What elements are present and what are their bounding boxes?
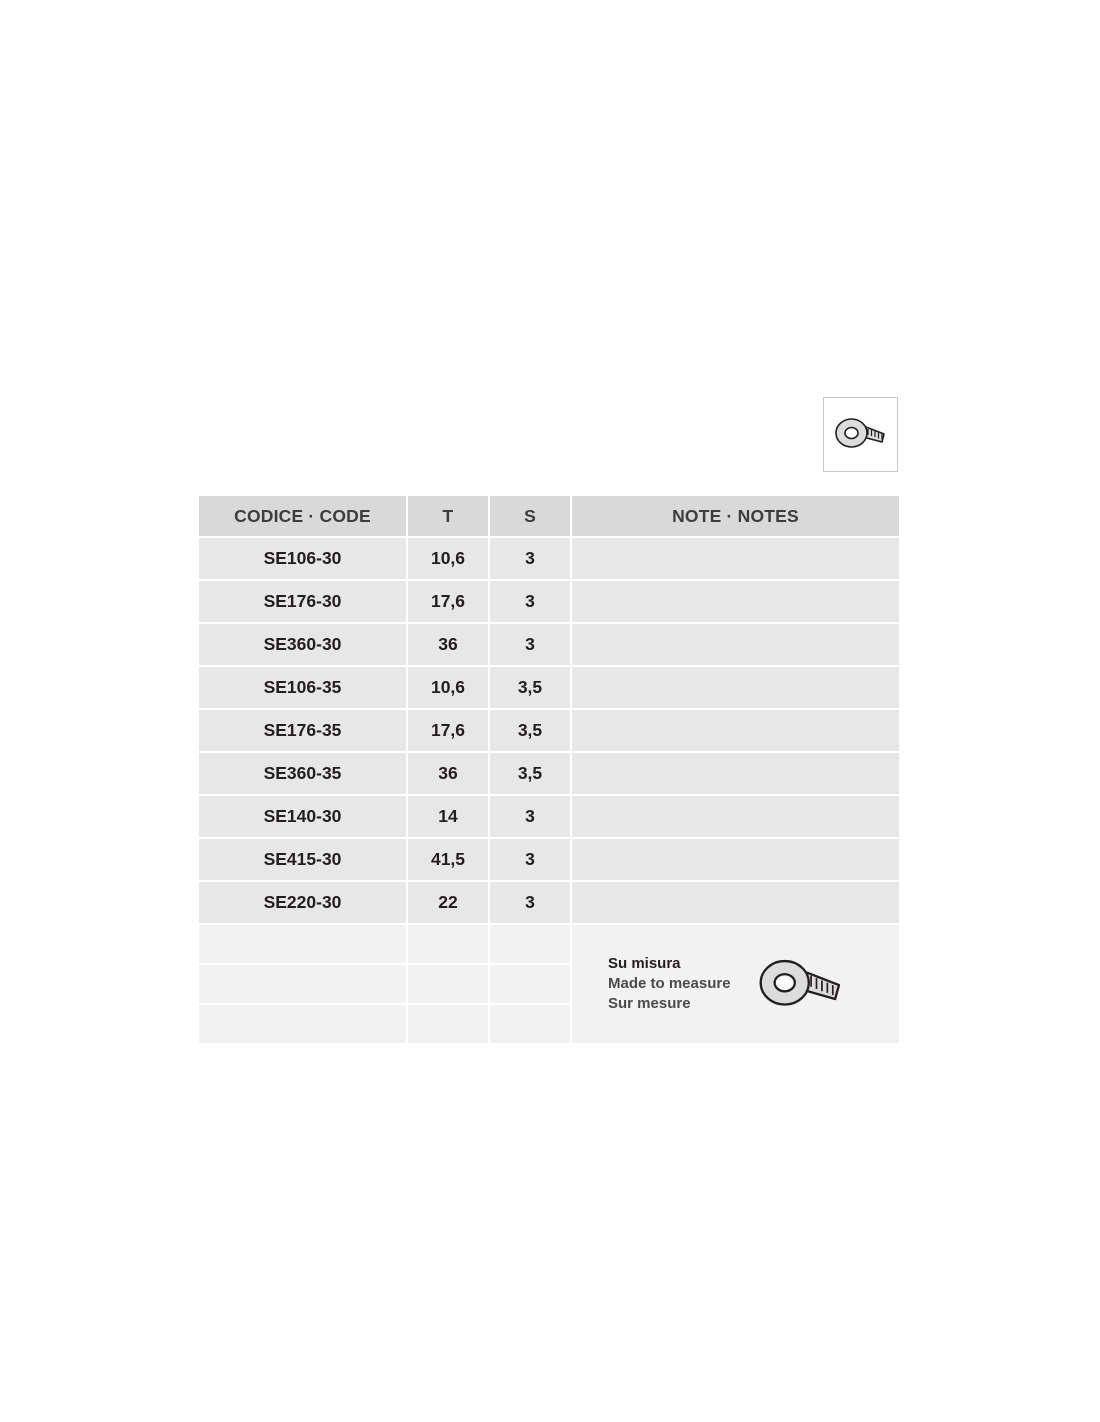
cell-s: 3	[489, 881, 571, 924]
table-row	[199, 709, 899, 752]
cell-code: SE176-35	[199, 709, 407, 752]
cell-s-empty	[489, 964, 571, 1004]
made-to-measure-line-en: Made to measure	[608, 974, 731, 992]
cell-code: SE360-35	[199, 752, 407, 795]
table-row	[199, 752, 899, 795]
table-row	[199, 623, 899, 666]
column-header-code: CODICE · CODE	[199, 496, 407, 537]
cell-s: 3	[489, 795, 571, 838]
cell-s: 3,5	[489, 709, 571, 752]
cell-t: 17,6	[407, 580, 489, 623]
made-to-measure-line-it: Su misura	[608, 954, 681, 972]
column-header-t: T	[407, 496, 489, 537]
table-row	[199, 666, 899, 709]
cell-note	[571, 795, 899, 838]
specification-table	[199, 496, 899, 1045]
measuring-tape-icon	[834, 412, 888, 457]
cell-code: SE415-30	[199, 838, 407, 881]
table-row	[199, 838, 899, 881]
table-row	[199, 881, 899, 924]
cell-s: 3	[489, 580, 571, 623]
cell-t: 17,6	[407, 709, 489, 752]
cell-note	[571, 537, 899, 580]
cell-code: SE220-30	[199, 881, 407, 924]
cell-code: SE106-35	[199, 666, 407, 709]
cell-note	[571, 709, 899, 752]
table-header-row	[199, 496, 899, 537]
cell-t: 14	[407, 795, 489, 838]
cell-s: 3,5	[489, 752, 571, 795]
cell-note	[571, 881, 899, 924]
measuring-tape-badge	[823, 397, 898, 472]
cell-s-empty	[489, 1004, 571, 1044]
cell-t: 36	[407, 752, 489, 795]
table-row	[199, 580, 899, 623]
cell-t: 36	[407, 623, 489, 666]
cell-code: SE140-30	[199, 795, 407, 838]
column-header-s: S	[489, 496, 571, 537]
cell-code-empty	[199, 964, 407, 1004]
table-row	[199, 795, 899, 838]
cell-t-empty	[407, 1004, 489, 1044]
cell-t: 22	[407, 881, 489, 924]
cell-code: SE360-30	[199, 623, 407, 666]
cell-note	[571, 752, 899, 795]
cell-s: 3	[489, 537, 571, 580]
cell-s: 3	[489, 623, 571, 666]
cell-code: SE106-30	[199, 537, 407, 580]
made-to-measure-cell	[571, 924, 899, 1044]
cell-note	[571, 838, 899, 881]
cell-code: SE176-30	[199, 580, 407, 623]
cell-note	[571, 623, 899, 666]
column-header-notes: NOTE · NOTES	[571, 496, 899, 537]
table-body	[199, 537, 899, 1044]
cell-code-empty	[199, 1004, 407, 1044]
cell-s: 3,5	[489, 666, 571, 709]
made-to-measure-line-fr: Sur mesure	[608, 995, 691, 1013]
cell-t: 10,6	[407, 537, 489, 580]
cell-note	[571, 666, 899, 709]
cell-note	[571, 580, 899, 623]
table-row	[199, 537, 899, 580]
table-row-empty	[199, 924, 899, 964]
cell-code-empty	[199, 924, 407, 964]
cell-t: 41,5	[407, 838, 489, 881]
table-header	[199, 496, 899, 537]
cell-s-empty	[489, 924, 571, 964]
cell-s: 3	[489, 838, 571, 881]
cell-t: 10,6	[407, 666, 489, 709]
cell-t-empty	[407, 964, 489, 1004]
measuring-tape-icon	[749, 951, 853, 1018]
cell-t-empty	[407, 924, 489, 964]
